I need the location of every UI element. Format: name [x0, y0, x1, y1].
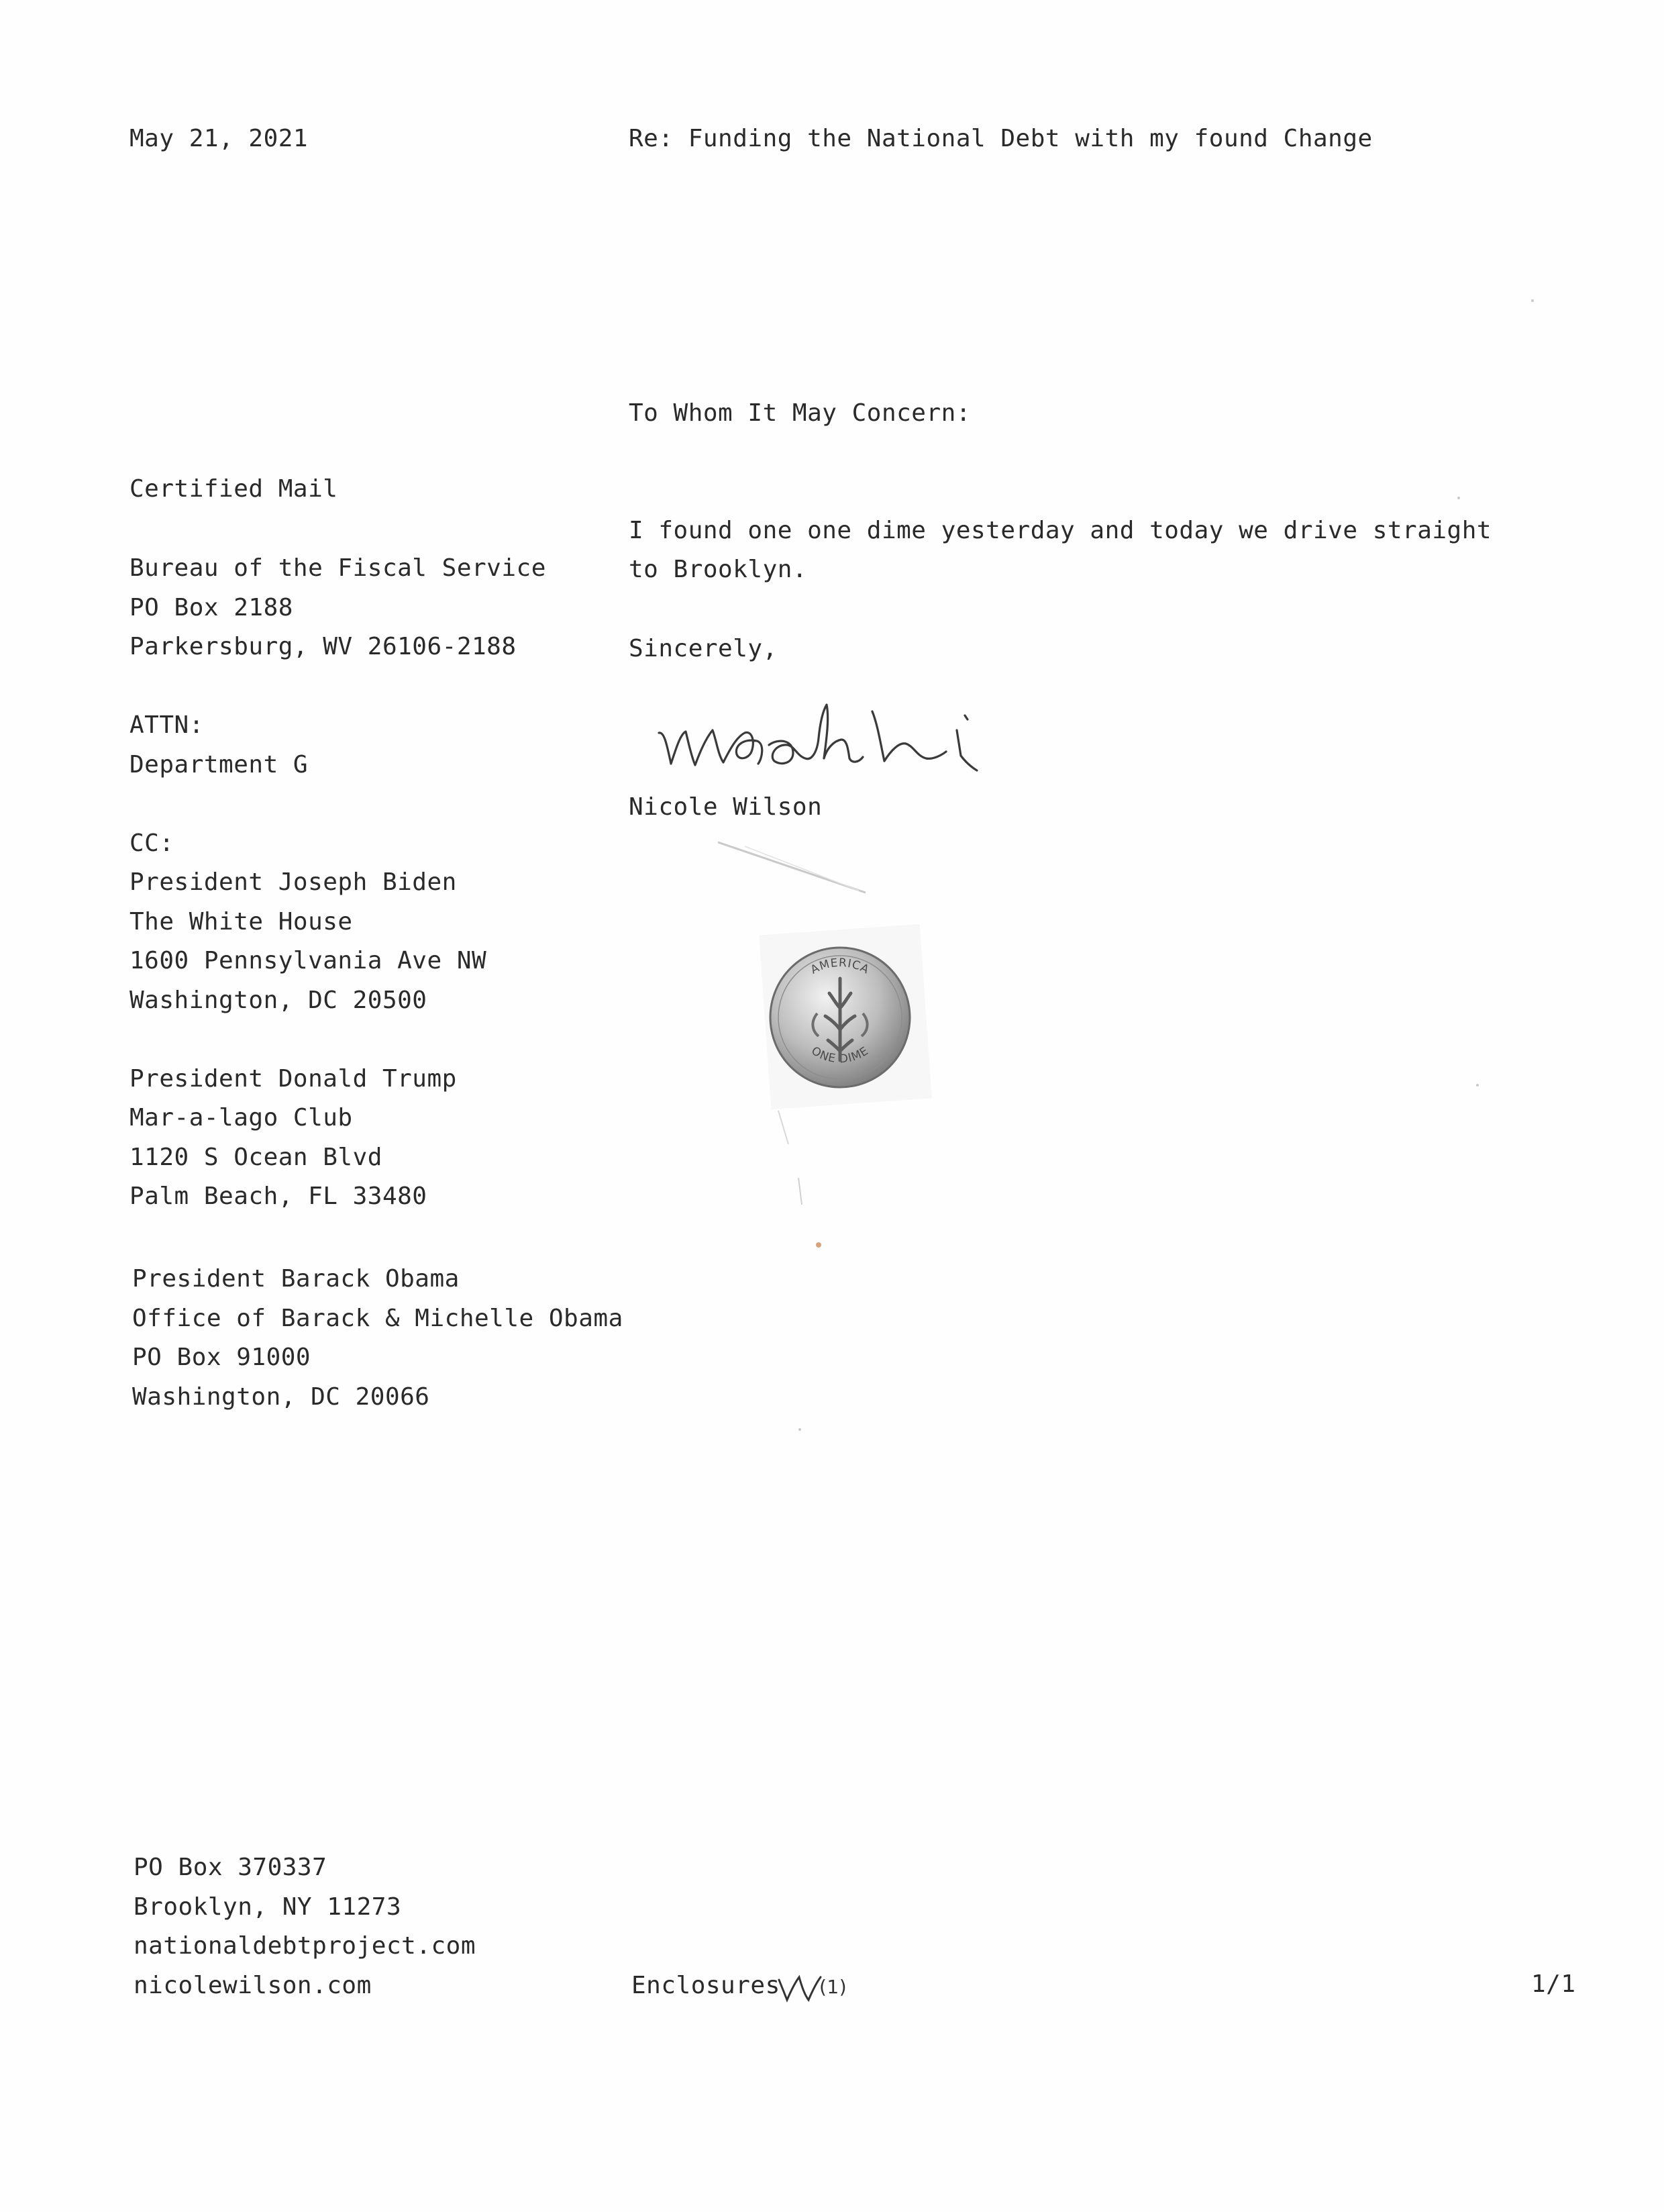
page-number: 1/1 — [1531, 1970, 1576, 1998]
address-line: PO Box 2188 — [129, 593, 293, 621]
delivery-method: Certified Mail — [129, 475, 338, 503]
signer-name: Nicole Wilson — [629, 793, 823, 821]
attn-label: ATTN: — [129, 711, 204, 739]
sender-website: nicolewilson.com — [134, 1971, 372, 1999]
cc-line: The White House — [129, 907, 353, 936]
recipient-address — [129, 549, 546, 1217]
enclosure-handwritten-mark — [776, 1966, 850, 2005]
enclosure-note — [631, 1966, 850, 2005]
cc-line: Office of Barack & Michelle Obama — [132, 1304, 623, 1332]
attn-value: Department G — [129, 750, 309, 778]
cc-recipient-obama — [132, 1260, 623, 1417]
salutation: To Whom It May Concern: — [629, 399, 971, 427]
cc-line: Washington, DC 20066 — [132, 1382, 430, 1411]
enclosure-count: (1) — [819, 1976, 847, 1998]
cc-line: PO Box 91000 — [132, 1344, 311, 1371]
enclosure-label: Enclosures — [631, 1972, 780, 1999]
cc-line: 1120 S Ocean Blvd — [129, 1143, 382, 1171]
sender-line: PO Box 370337 — [134, 1854, 327, 1881]
cc-line: President Barack Obama — [132, 1265, 460, 1293]
address-line: Bureau of the Fiscal Service — [129, 554, 546, 582]
taped-dime — [705, 829, 919, 1299]
letter-subject: Re: Funding the National Debt with my found Change — [629, 125, 1373, 152]
address-line: Parkersburg, WV 26106-2188 — [129, 633, 517, 660]
coin-text-top: AMERICA — [808, 956, 872, 977]
cc-label: CC: — [129, 829, 174, 857]
scan-speck — [798, 1428, 801, 1431]
letter-body: I found one one dime yesterday and today we drive straight to Brooklyn. — [629, 517, 1492, 583]
cc-line: 1600 Pennsylvania Ave NW — [129, 947, 487, 974]
coin-text-bottom: ONE DIME — [809, 1044, 872, 1066]
cc-line: Palm Beach, FL 33480 — [129, 1183, 427, 1210]
cc-line: President Donald Trump — [129, 1064, 457, 1093]
cc-line: Mar-a-lago Club — [129, 1104, 353, 1132]
scan-speck — [1476, 1084, 1479, 1087]
closing: Sincerely, — [629, 635, 778, 662]
letter-date: May 21, 2021 — [129, 125, 309, 152]
sender-line: Brooklyn, NY 11273 — [134, 1893, 402, 1921]
scan-speck — [1457, 497, 1460, 499]
cc-line: Washington, DC 20500 — [129, 986, 427, 1014]
sender-website: nationaldebtproject.com — [134, 1932, 476, 1960]
cc-line: President Joseph Biden — [129, 868, 457, 896]
dime-coin — [769, 946, 911, 1089]
scan-speck — [1531, 299, 1534, 302]
signature — [651, 691, 1000, 778]
sender-address — [134, 1848, 476, 2005]
